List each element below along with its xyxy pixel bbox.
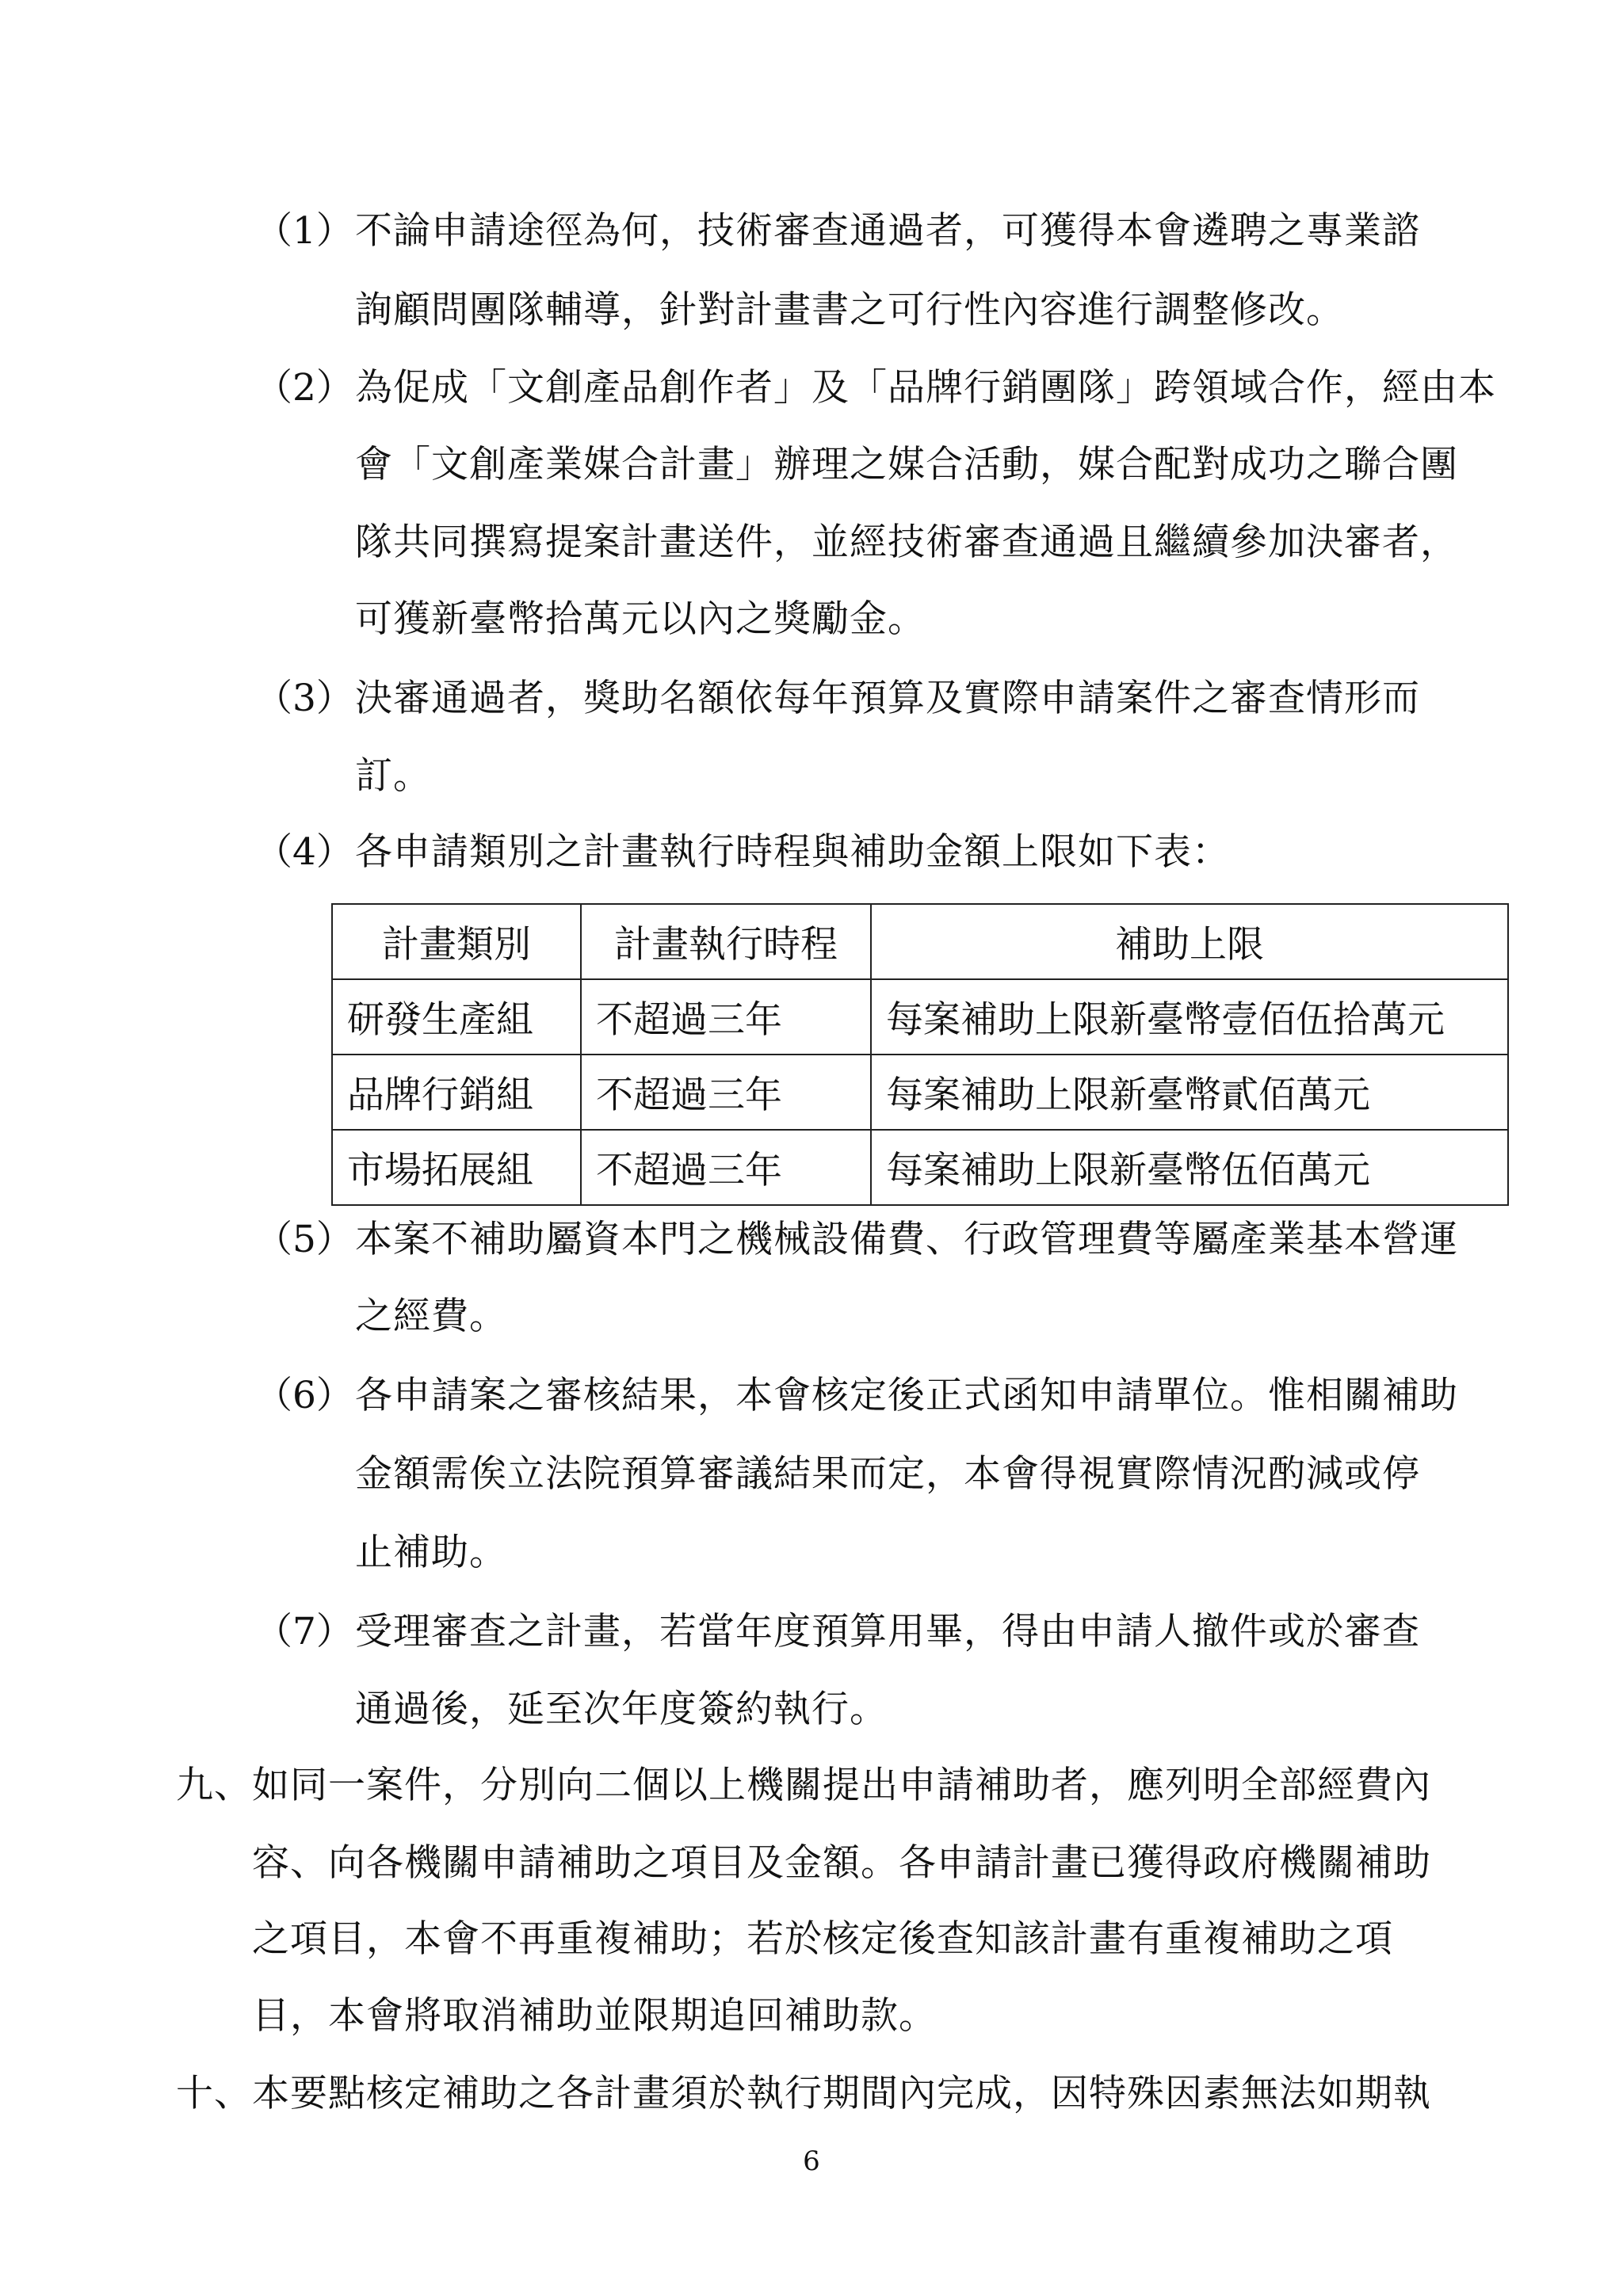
item-2-line-2: 會「文創產業媒合計畫」辦理之媒合活動，媒合配對成功之聯合團	[355, 443, 1458, 486]
table-header-row	[332, 904, 1508, 979]
item-6-line-3: 止補助。	[355, 1531, 507, 1574]
item-1-line-2: 詢顧問團隊輔導，針對計畫書之可行性內容進行調整修改。	[355, 288, 1344, 332]
table-cell-schedule: 不超過三年	[581, 1130, 871, 1205]
item-number-5: （5）	[255, 1218, 353, 1261]
table-cell-limit: 每案補助上限新臺幣伍佰萬元	[871, 1130, 1508, 1205]
item-number-1: （1）	[255, 209, 353, 253]
table-cell-schedule: 不超過三年	[581, 979, 871, 1055]
item-5-line-1: 本案不補助屬資本門之機械設備費、行政管理費等屬產業基本營運	[355, 1218, 1458, 1261]
item-2-line-3: 隊共同撰寫提案計畫送件，並經技術審查通過且繼續參加決審者，	[355, 521, 1458, 564]
item-4-line-1: 各申請類別之計畫執行時程與補助金額上限如下表：	[355, 830, 1230, 874]
item-7-line-1: 受理審查之計畫，若當年度預算用畢，得由申請人撤件或於審查	[355, 1610, 1420, 1653]
table-cell-limit: 每案補助上限新臺幣壹佰伍拾萬元	[871, 979, 1508, 1055]
section-10-line-1: 十、本要點核定補助之各計畫須於執行期間內完成，因特殊因素無法如期執	[176, 2072, 1431, 2115]
table-cell-category: 研發生產組	[332, 979, 581, 1055]
table-header-limit: 補助上限	[871, 904, 1508, 979]
table-cell-category: 市場拓展組	[332, 1130, 581, 1205]
item-number-2: （2）	[255, 366, 353, 410]
table-row	[332, 979, 1508, 1055]
table-cell-limit: 每案補助上限新臺幣貳佰萬元	[871, 1055, 1508, 1130]
item-number-6: （6）	[255, 1374, 353, 1417]
table-row	[332, 1130, 1508, 1205]
item-number-4: （4）	[255, 830, 353, 874]
item-number-7: （7）	[255, 1610, 353, 1653]
item-6-line-2: 金額需俟立法院預算審議結果而定，本會得視實際情況酌減或停	[355, 1452, 1420, 1496]
table-header-category: 計畫類別	[332, 904, 581, 979]
item-1-line-1: 不論申請途徑為何，技術審查通過者，可獲得本會遴聘之專業諮	[355, 209, 1420, 253]
item-2-line-1: 為促成「文創產品創作者」及「品牌行銷團隊」跨領域合作，經由本	[355, 366, 1496, 410]
item-7-line-2: 通過後，延至次年度簽約執行。	[355, 1688, 888, 1731]
table-row	[332, 1055, 1508, 1130]
item-2-line-4: 可獲新臺幣拾萬元以內之獎勵金。	[355, 597, 926, 641]
subsidy-table-wrapper	[331, 903, 1507, 1206]
table-cell-schedule: 不超過三年	[581, 1055, 871, 1130]
section-9-line-4: 目，本會將取消補助並限期追回補助款。	[252, 1994, 937, 2038]
item-3-line-1: 決審通過者，獎助名額依每年預算及實際申請案件之審查情形而	[355, 677, 1420, 720]
item-3-line-2: 訂。	[355, 754, 431, 798]
section-9-line-2: 容、向各機關申請補助之項目及金額。各申請計畫已獲得政府機關補助	[252, 1841, 1431, 1885]
section-9-line-1: 九、如同一案件，分別向二個以上機關提出申請補助者，應列明全部經費內	[176, 1764, 1431, 1807]
page-number: 6	[803, 2145, 820, 2177]
item-number-3: （3）	[255, 677, 353, 720]
section-9-line-3: 之項目，本會不再重複補助；若於核定後查知該計畫有重複補助之項	[252, 1917, 1393, 1961]
item-6-line-1: 各申請案之審核結果，本會核定後正式函知申請單位。惟相關補助	[355, 1374, 1458, 1417]
item-5-line-2: 之經費。	[355, 1295, 507, 1338]
subsidy-table	[331, 903, 1509, 1206]
table-header-schedule: 計畫執行時程	[581, 904, 871, 979]
table-cell-category: 品牌行銷組	[332, 1055, 581, 1130]
